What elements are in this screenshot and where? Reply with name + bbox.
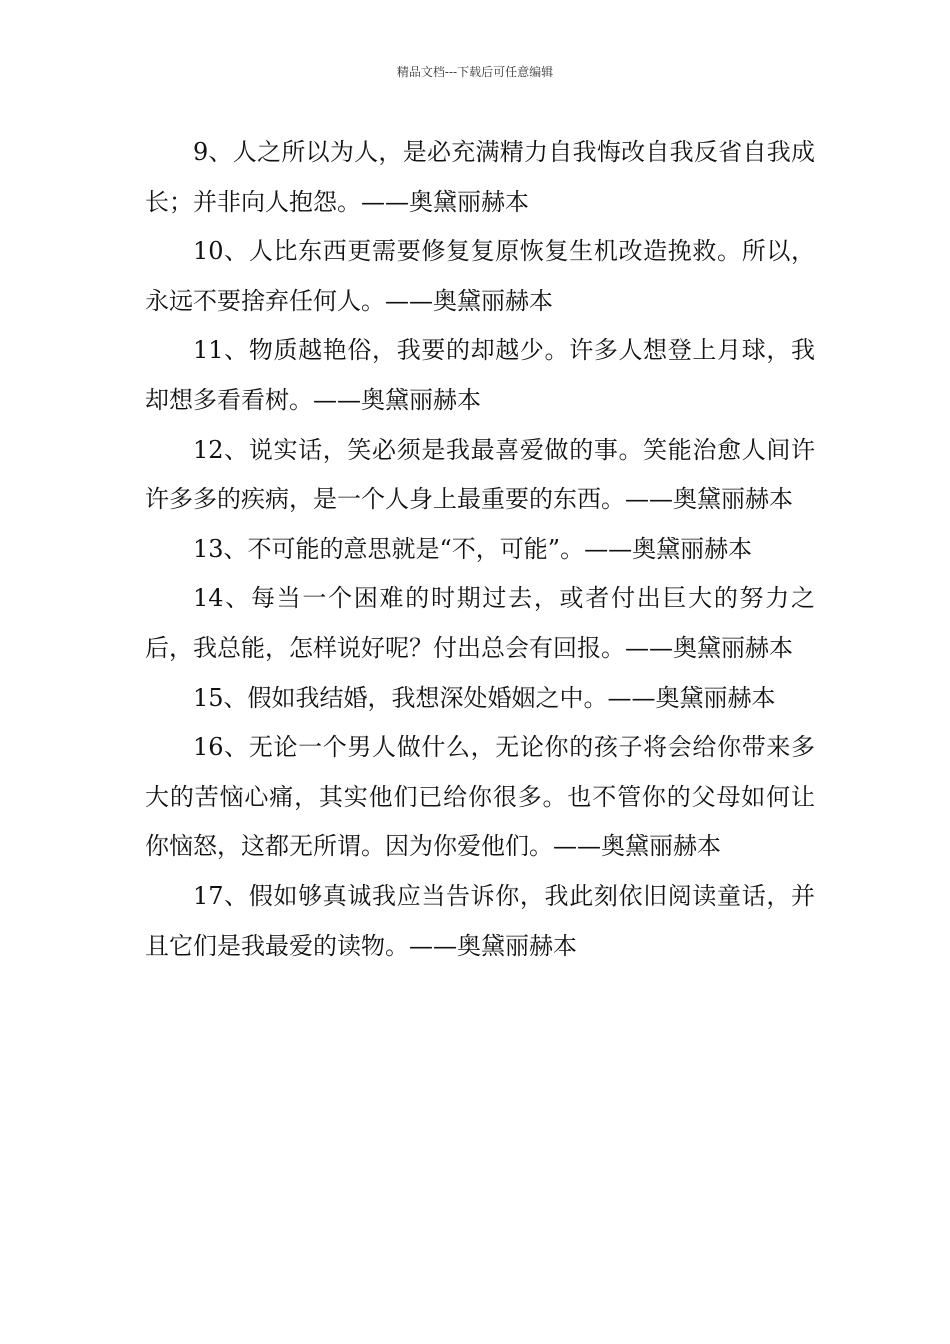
quote-paragraph-13: 13、不可能的意思就是“不，可能”。——奥黛丽赫本 [193, 534, 753, 563]
document-body [145, 128, 815, 971]
quote-paragraph-10: 10、人比东西更需要修复复原恢复生机改造挽救。所以，永远不要捨弃任何人。——奥黛丽赫本 [145, 237, 815, 315]
quote-paragraph-16: 16、无论一个男人做什么，无论你的孩子将会给你带来多大的苦恼心痛，其实他们已给你很多。也不管你的父母如何让你恼怒，这都无所谓。因为你爱他们。——奥黛丽赫本 [145, 733, 815, 861]
quote-paragraph-17: 17、假如够真诚我应当告诉你，我此刻依旧阅读童话，并且它们是我最爱的读物。——奥黛丽赫本 [145, 881, 815, 960]
quote-paragraph-15: 15、假如我结婚，我想深处婚姻之中。——奥黛丽赫本 [193, 683, 776, 712]
quote-paragraph-12: 12、说实话，笑必须是我最喜爱做的事。笑能治愈人间许许多多的疾病，是一个人身上最重要的东西。——奥黛丽赫本 [145, 435, 815, 514]
quote-paragraph-9: 9、人之所以为人，是必充满精力自我悔改自我反省自我成长；并非向人抱怨。——奥黛丽赫本 [145, 138, 815, 216]
quote-paragraph-11: 11、物质越艳俗，我要的却越少。许多人想登上月球，我却想多看看树。——奥黛丽赫本 [145, 336, 815, 414]
page-header: 精品文档---下载后可任意编辑 [396, 65, 554, 79]
quote-paragraph-14: 14、每当一个困难的时期过去，或者付出巨大的努力之后，我总能，怎样说好呢？付出总会有回报。——奥黛丽赫本 [145, 584, 815, 662]
